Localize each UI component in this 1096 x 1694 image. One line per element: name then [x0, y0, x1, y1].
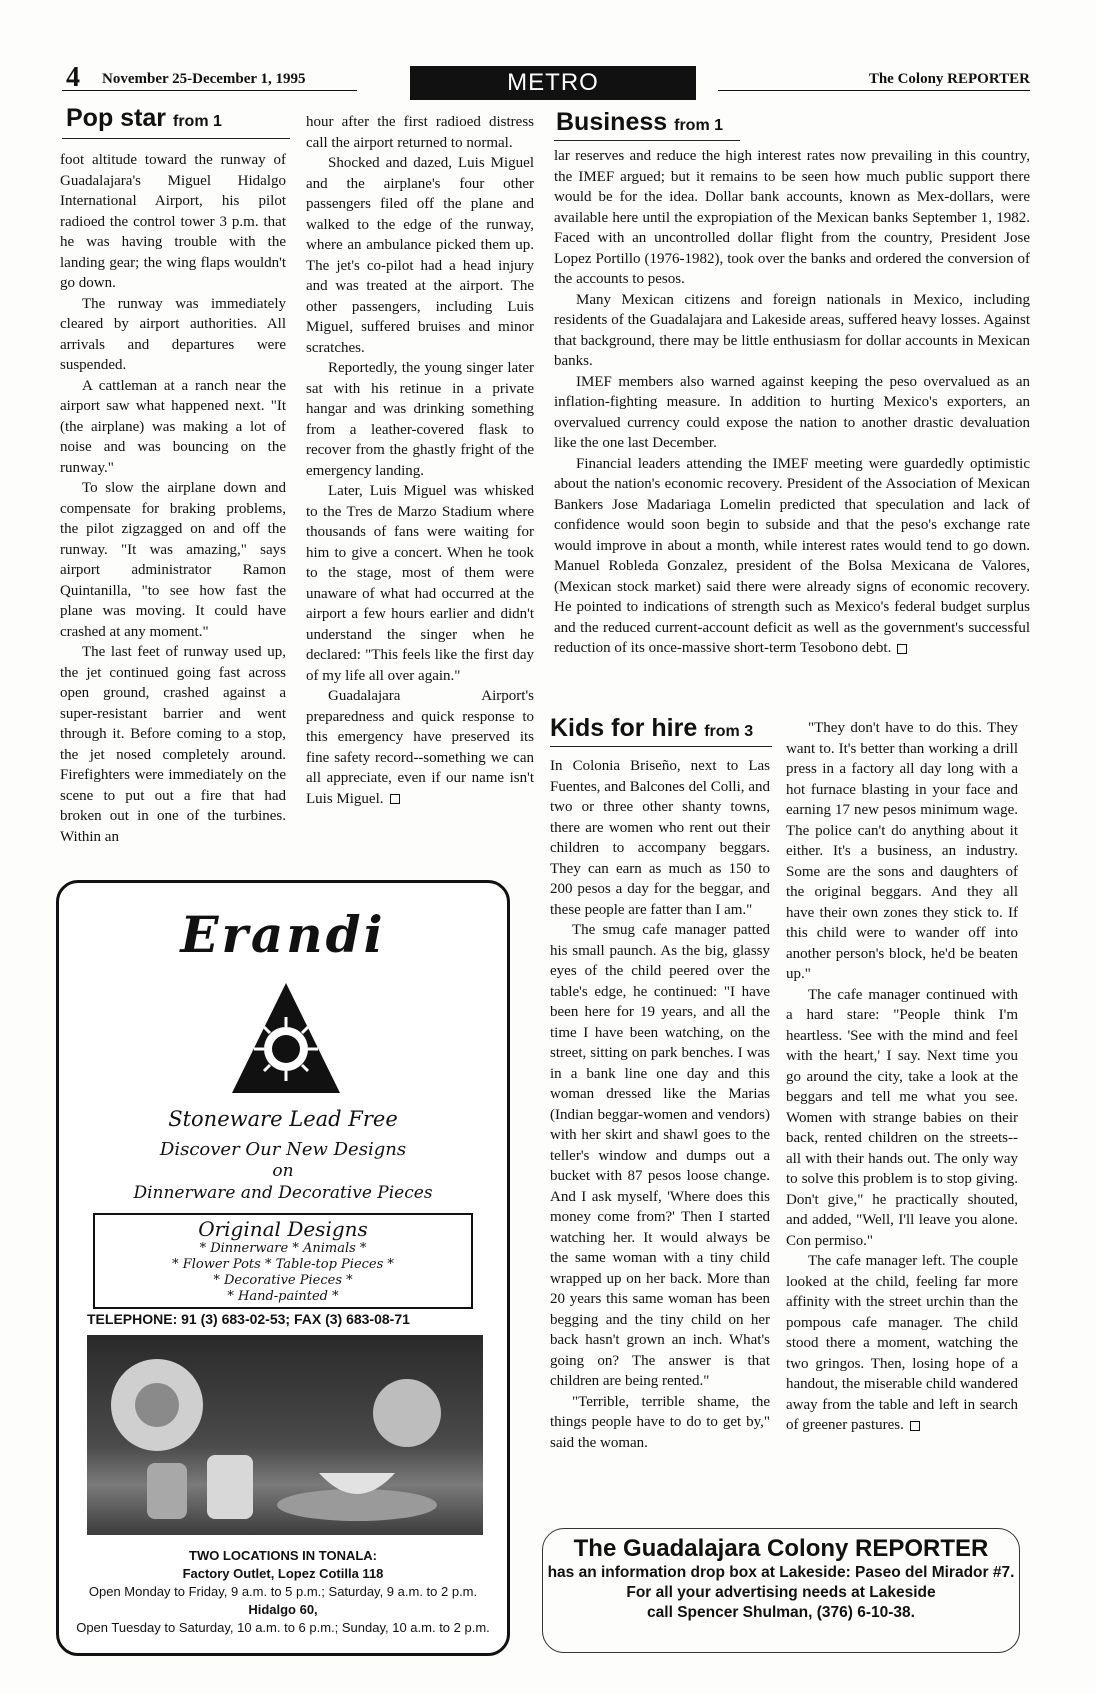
paragraph: "They don't have to do this. They want to. It's better than working a drill press in a factory all day long with a hot furnace blasting in your face and earning 17 new pesos minimum wage. The police can't do anything about it either. It's a business, an industry. Some are the sons and daughters of the original beggars. And they all have their own zones they stick to. If this child were to wander off into another person's block, he'd be beaten up."	[786, 720, 1018, 982]
location-2-hours: Open Tuesday to Saturday, 10 a.m. to 6 p.m.; Sunday, 10 a.m. to 2 p.m.	[76, 1620, 490, 1635]
kids-column-2	[786, 718, 1018, 1436]
sun-vase-logo-icon	[224, 977, 348, 1097]
paragraph: The runway was immediately cleared by airport authorities. All arrivals and departures were suspended.	[60, 295, 286, 373]
business-headline: Business from 1	[556, 108, 724, 136]
ad-line-3: Dinnerware and Decorative Pieces	[133, 1183, 433, 1203]
issue-date: November 25-December 1, 1995	[102, 71, 306, 87]
business-jump: from 1	[674, 117, 724, 134]
business-headline-rule	[554, 140, 740, 141]
reporter-promo-box	[542, 1528, 1020, 1653]
kids-headline: Kids for hire from 3	[550, 714, 754, 742]
paragraph: The cafe manager continued with a hard stare: "People think I'm heartless. 'See with the mind and feel with the heart,' I say. Next time you go around the city, take a look at the beggars and tell me what you see. Women with strange babies on their back, rented children on the streets--all with their hands out. The only way to solve this problem is to stop giving. Don't give," he practically shouted, and added, "Well, I'll leave you alone. Con permiso."	[786, 986, 1018, 1249]
original-designs-box	[93, 1213, 473, 1309]
paragraph: The last feet of runway used up, the jet continued going fast across open ground, crashed against a super-resistant barrier and went through it. Before coming to a stop, the jet nosed completely around. Firefighters were immediately on the scene to put out a fire that had broken out in one of the turbines. Within an	[60, 644, 286, 845]
paragraph: Guadalajara Airport's preparedness and quick response to this emergency have preserved its fine safety record--something we can all appreciate, even if our name isn't Luis Miguel.	[306, 688, 534, 807]
location-1-hours: Open Monday to Friday, 9 a.m. to 5 p.m.; Saturday, 9 a.m. to 2 p.m.	[88, 1584, 478, 1599]
promo-title: The Guadalajara Colony REPORTER	[573, 1535, 989, 1562]
paragraph: hour after the first radioed distress call the airport returned to normal.	[306, 114, 534, 151]
erandi-advertisement	[56, 880, 510, 1656]
box-title: Original Designs	[198, 1217, 368, 1241]
section-banner: METRO	[410, 66, 696, 100]
paragraph: Shocked and dazed, Luis Miguel and the airplane's four other passengers filed off the plane and walked to the edge of the runway, where an ambulance picked them up. The jet's co-pilot had a head injury and was treated at the airport. The other passengers, including Luis Miguel, suffered bruises and minor scratches.	[306, 155, 534, 356]
popstar-jump: from 1	[172, 113, 222, 130]
box-line: * Dinnerware * Animals *	[199, 1241, 367, 1256]
masthead-rule-right	[718, 90, 1030, 91]
paragraph: A cattleman at a ranch near the airport saw what happened next. "It (the airplane) was making a lot of noise and was bouncing on the runway."	[60, 377, 286, 476]
kids-headline-rule	[550, 746, 772, 747]
end-mark-icon	[910, 1421, 920, 1431]
kids-column-1	[550, 756, 770, 1453]
paragraph: Reportedly, the young singer later sat with his retinue in a private hangar and was drinking something from a leather-covered flask to recover from the ghastly fright of the emergency landing.	[306, 360, 534, 479]
pottery-photo	[87, 1335, 483, 1535]
box-line: * Flower Pots * Table-top Pieces *	[172, 1257, 394, 1272]
ad-tagline: Stoneware Lead Free	[168, 1107, 398, 1131]
paragraph: In Colonia Briseño, next to Las Fuentes, and Balcones del Colli, and two or three other shanty towns, there are women who rent out their children to accompany beggars. They can earn as much as 150 to 200 pesos a day for the beggar, and these people are fatter than I am."	[550, 758, 770, 918]
paragraph: Many Mexican citizens and foreign nationals in Mexico, including residents of the Guadalajara and Lakeside areas, suffered heavy losses. Against that background, there may be little enthusiasm for dollar accounts in Mexican banks.	[554, 291, 1030, 369]
paragraph: foot altitude toward the runway of Guadalajara's Miguel Hidalgo International Airport, his pilot radioed the control tower 3 p.m. that he was having trouble with the landing gear; the wing flaps wouldn't go down.	[60, 152, 286, 291]
popstar-headline-rule	[62, 138, 290, 139]
ad-line-on: on	[272, 1161, 294, 1181]
business-body	[554, 146, 1030, 659]
paragraph: "Terrible, terrible shame, the things people have to do to get by," said the woman.	[550, 1393, 770, 1451]
masthead-rule-left	[62, 90, 357, 91]
paragraph: Later, Luis Miguel was whisked to the Tres de Marzo Stadium where thousands of fans were waiting for him to give a concert. When he took to the stage, most of them were unaware of what had occurred at the airport a few hours earlier and didn't understand the singer when he declared: "This feels like the first day of my life all over again."	[306, 483, 534, 684]
paragraph: The smug cafe manager patted his small paunch. As the big, glassy eyes of the child peered over the table's edge, he continued: "I have been here for 19 years, and all the time I have been watching, on the street, sitting on park benches. I was in a bank line one day and this woman dressed like the Marias (Indian beggar-women and vendors) with her skirt and shawl goes to the teller's window and dumps out a bucket with 87 pesos loose change. And I ask myself, 'Where does this money come from?' Then I started watching her. It would always be the same woman with a tiny child wrapped up on her back. More than 20 years this same woman has been begging and the tiny child on her back hasn't grown an inch. What's going on? The answer is that children are being rented."	[550, 922, 770, 1389]
paragraph: IMEF members also warned against keeping the peso overvalued as an inflation-fighting measure. In addition to hurting Mexico's exporters, an overvalued currency could expose the nation to another drastic devaluation like the one last December.	[554, 373, 1030, 451]
popstar-headline: Pop star from 1	[66, 104, 222, 132]
box-line: * Hand-painted *	[227, 1289, 339, 1304]
ad-line-1: Discover Our New Designs	[159, 1139, 407, 1160]
popstar-column-2	[306, 112, 534, 809]
location-1-name: Factory Outlet, Lopez Cotilla 118	[182, 1566, 384, 1581]
box-line: * Decorative Pieces *	[213, 1273, 353, 1288]
page-number: 4	[66, 62, 80, 93]
promo-line-2: For all your advertising needs at Lakeside	[626, 1584, 936, 1601]
popstar-column-1	[60, 150, 286, 847]
end-mark-icon	[897, 644, 907, 654]
paragraph: To slow the airplane down and compensate for braking problems, the pilot zigzagged on and off the runway. "It was amazing," says airport administrator Ramon Quintanilla, "to see how fast the plane was moving. It could have crashed at any moment."	[60, 480, 286, 640]
locations-title: TWO LOCATIONS IN TONALA:	[189, 1548, 377, 1563]
paragraph: Financial leaders attending the IMEF meeting were guardedly optimistic about the nation's economic recovery. President of the Association of Mexican Bankers Jose Madariaga Lomelin predicted that speculation and lack of confidence would soon begin to subside and that the peso's exchange rate would improve in about a month, while interest rates would tend to go down. Manuel Robleda Gonzalez, president of the Bolsa Mexicana de Valores, (Mexican stock market) said there were already signs of economic recovery. He pointed to indications of strength such as Mexico's federal budget surplus and the reduced current-account deficit as well as the government's successful reduction of its once-massive short-term Tesobono debt.	[554, 455, 1030, 656]
ad-phone: TELEPHONE: 91 (3) 683-02-53; FAX (3) 683-08-71	[87, 1311, 410, 1327]
paragraph: The cafe manager left. The couple looked at the child, feeling far more affinity with the street urchin than the pompous cafe manager. The child stood there a moment, watching the two gringos. Then, losing hope of a handout, the miserable child wandered away from the table and left in search of greener pastures.	[786, 1253, 1019, 1433]
location-2-name: Hidalgo 60,	[248, 1602, 318, 1617]
end-mark-icon	[390, 794, 400, 804]
promo-line-1: has an information drop box at Lakeside: Paseo del Mirador #7.	[547, 1564, 1015, 1581]
paragraph: lar reserves and reduce the high interest rates now prevailing in this country, the IMEF argued; but it remains to be seen how much public support there would be for the idea. Dollar bank accounts, known as Mex-dollars, were available here until the expropiation of the Mexican banks September 1, 1982. Faced with an uncontrolled dollar flight from the country, President Jose Lopez Portillo (1976-1982), took over the banks and ordered the conversion of the accounts to pesos.	[554, 148, 1030, 287]
ad-brand: Erandi	[180, 905, 386, 964]
paper-name: The Colony REPORTER	[868, 71, 1030, 87]
masthead	[62, 62, 1030, 98]
promo-line-3: call Spencer Shulman, (376) 6-10-38.	[647, 1604, 915, 1621]
kids-jump: from 3	[704, 723, 754, 740]
